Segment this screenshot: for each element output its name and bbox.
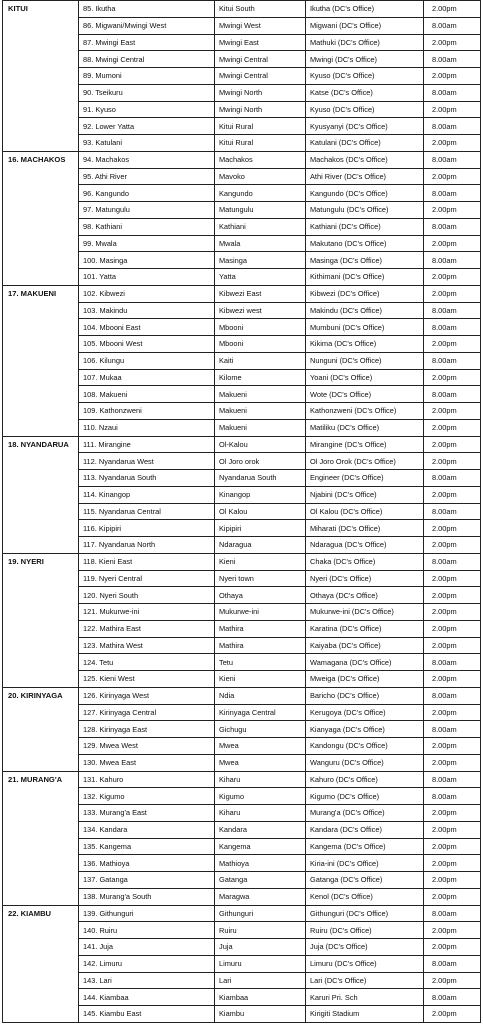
venue-cell: Baricho (DC's Office) [306,687,424,704]
venue-cell: Kigumo (DC's Office) [306,788,424,805]
district-cell: Ol Joro orok [215,453,306,470]
time-cell: 8.00am [424,352,481,369]
time-cell: 8.00am [424,84,481,101]
time-cell: 2.00pm [424,972,481,989]
venue-cell: Wamagana (DC's Office) [306,654,424,671]
district-cell: Maragwa [215,888,306,905]
county-cell: KITUI [3,1,79,152]
district-cell: Kiambu [215,1006,306,1023]
constituency-cell: 129. Mwea West [79,738,215,755]
district-cell: Yatta [215,269,306,286]
district-cell: Kipipiri [215,520,306,537]
district-cell: Ndia [215,687,306,704]
venue-cell: Kenol (DC's Office) [306,888,424,905]
county-cell: 18. NYANDARUA [3,436,79,553]
district-cell: Mwingi Central [215,51,306,68]
constituency-cell: 142. Limuru [79,955,215,972]
venue-cell: Ikutha (DC's Office) [306,1,424,18]
constituency-cell: 133. Murang'a East [79,805,215,822]
time-cell: 8.00am [424,553,481,570]
constituency-cell: 105. Mbooni West [79,336,215,353]
venue-cell: Kathiani (DC's Office) [306,218,424,235]
venue-cell: Mukurwe-ini (DC's Office) [306,604,424,621]
time-cell: 2.00pm [424,1006,481,1023]
venue-cell: Njabini (DC's Office) [306,486,424,503]
district-cell: Kitui Rural [215,135,306,152]
district-cell: Kibwezi East [215,285,306,302]
constituency-cell: 125. Kieni West [79,671,215,688]
district-cell: Kibwezi west [215,302,306,319]
venue-cell: Masinga (DC's Office) [306,252,424,269]
constituency-cell: 112. Nyandarua West [79,453,215,470]
time-cell: 2.00pm [424,202,481,219]
constituency-cell: 132. Kigumo [79,788,215,805]
venue-cell: Lari (DC's Office) [306,972,424,989]
time-cell: 8.00am [424,218,481,235]
table-row [3,905,481,922]
time-cell: 2.00pm [424,805,481,822]
venue-cell: Yoani (DC's Office) [306,369,424,386]
constituency-cell: 103. Makindu [79,302,215,319]
district-cell: Kathiani [215,218,306,235]
time-cell: 8.00am [424,51,481,68]
district-cell: Githunguri [215,905,306,922]
venue-cell: Kyuso (DC's Office) [306,101,424,118]
time-cell: 2.00pm [424,453,481,470]
venue-cell: Makutano (DC's Office) [306,235,424,252]
district-cell: Kitui South [215,1,306,18]
venue-cell: Karuri Pri. Sch [306,989,424,1006]
venue-cell: Mirangine (DC's Office) [306,436,424,453]
venue-cell: Kikima (DC's Office) [306,336,424,353]
district-cell: Tetu [215,654,306,671]
venue-cell: Matiliku (DC's Office) [306,419,424,436]
district-cell: Mwea [215,738,306,755]
time-cell: 2.00pm [424,587,481,604]
constituency-cell: 124. Tetu [79,654,215,671]
constituency-cell: 144. Kiambaa [79,989,215,1006]
time-cell: 2.00pm [424,520,481,537]
district-cell: Mukurwe-ini [215,604,306,621]
county-cell: 20. KIRINYAGA [3,687,79,771]
schedule-body [3,1,481,1023]
district-cell: Makueni [215,403,306,420]
venue-cell: Wote (DC's Office) [306,386,424,403]
district-cell: Kangundo [215,185,306,202]
time-cell: 2.00pm [424,604,481,621]
district-cell: Kilome [215,369,306,386]
venue-cell: Kyusyanyi (DC's Office) [306,118,424,135]
county-cell: 19. NYERI [3,553,79,687]
time-cell: 2.00pm [424,135,481,152]
time-cell: 2.00pm [424,403,481,420]
constituency-cell: 128. Kirinyaga East [79,721,215,738]
time-cell: 2.00pm [424,838,481,855]
constituency-cell: 116. Kipipiri [79,520,215,537]
district-cell: Kirinyaga Central [215,704,306,721]
table-row [3,285,481,302]
district-cell: Ol Kalou [215,503,306,520]
district-cell: Lari [215,972,306,989]
district-cell: Mwea [215,754,306,771]
venue-cell: Karatina (DC's Office) [306,620,424,637]
time-cell: 2.00pm [424,637,481,654]
district-cell: Mavoko [215,168,306,185]
constituency-cell: 127. Kirinyaga Central [79,704,215,721]
constituency-cell: 96. Kangundo [79,185,215,202]
district-cell: Kiharu [215,805,306,822]
district-cell: Mathira [215,620,306,637]
venue-cell: Katse (DC's Office) [306,84,424,101]
schedule-table [2,0,481,1023]
time-cell: 8.00am [424,788,481,805]
district-cell: Gatanga [215,872,306,889]
venue-cell: Juja (DC's Office) [306,939,424,956]
time-cell: 8.00am [424,771,481,788]
time-cell: 8.00am [424,185,481,202]
constituency-cell: 109. Kathonzweni [79,403,215,420]
venue-cell: Murang'a (DC's Office) [306,805,424,822]
county-cell: 16. MACHAKOS [3,151,79,285]
venue-cell: Kiria-ini (DC's Office) [306,855,424,872]
constituency-cell: 91. Kyuso [79,101,215,118]
venue-cell: Kibwezi (DC's Office) [306,285,424,302]
venue-cell: Kyuso (DC's Office) [306,68,424,85]
constituency-cell: 97. Matungulu [79,202,215,219]
time-cell: 8.00am [424,687,481,704]
constituency-cell: 90. Tseikuru [79,84,215,101]
time-cell: 2.00pm [424,570,481,587]
time-cell: 2.00pm [424,269,481,286]
time-cell: 2.00pm [424,101,481,118]
venue-cell: Kangema (DC's Office) [306,838,424,855]
district-cell: Mwingi Central [215,68,306,85]
venue-cell: Ruiru (DC's Office) [306,922,424,939]
constituency-cell: 111. Mirangine [79,436,215,453]
constituency-cell: 131. Kahuro [79,771,215,788]
constituency-cell: 101. Yatta [79,269,215,286]
time-cell: 2.00pm [424,855,481,872]
district-cell: Kigumo [215,788,306,805]
constituency-cell: 122. Mathira East [79,620,215,637]
time-cell: 8.00am [424,654,481,671]
time-cell: 2.00pm [424,68,481,85]
venue-cell: Machakos (DC's Office) [306,151,424,168]
county-cell: 17. MAKUENI [3,285,79,436]
time-cell: 2.00pm [424,738,481,755]
time-cell: 2.00pm [424,620,481,637]
table-row [3,1,481,18]
district-cell: Mathioya [215,855,306,872]
time-cell: 2.00pm [424,285,481,302]
constituency-cell: 134. Kandara [79,821,215,838]
district-cell: Ruiru [215,922,306,939]
venue-cell: Limuru (DC's Office) [306,955,424,972]
table-row [3,436,481,453]
time-cell: 8.00am [424,252,481,269]
district-cell: Mwingi West [215,17,306,34]
time-cell: 2.00pm [424,419,481,436]
time-cell: 8.00am [424,721,481,738]
constituency-cell: 88. Mwingi Central [79,51,215,68]
district-cell: Mbooni [215,319,306,336]
time-cell: 2.00pm [424,336,481,353]
time-cell: 8.00am [424,905,481,922]
district-cell: Limuru [215,955,306,972]
time-cell: 8.00am [424,503,481,520]
constituency-cell: 98. Kathiani [79,218,215,235]
time-cell: 8.00am [424,989,481,1006]
constituency-cell: 113. Nyandarua South [79,470,215,487]
district-cell: Mbooni [215,336,306,353]
district-cell: Ol-Kalou [215,436,306,453]
constituency-cell: 118. Kieni East [79,553,215,570]
constituency-cell: 138. Murang'a South [79,888,215,905]
venue-cell: Mathuki (DC's Office) [306,34,424,51]
district-cell: Mathira [215,637,306,654]
district-cell: Kieni [215,671,306,688]
time-cell: 2.00pm [424,369,481,386]
constituency-cell: 110. Nzaui [79,419,215,436]
time-cell: 2.00pm [424,537,481,554]
time-cell: 2.00pm [424,704,481,721]
venue-cell: Kirigiti Stadium [306,1006,424,1023]
district-cell: Gichugu [215,721,306,738]
time-cell: 2.00pm [424,34,481,51]
venue-cell: Ol Kalou (DC's Office) [306,503,424,520]
district-cell: Kieni [215,553,306,570]
constituency-cell: 117. Nyandarua North [79,537,215,554]
venue-cell: Athi River (DC's Office) [306,168,424,185]
constituency-cell: 115. Nyandarua Central [79,503,215,520]
time-cell: 8.00am [424,319,481,336]
district-cell: Machakos [215,151,306,168]
district-cell: Matungulu [215,202,306,219]
constituency-cell: 108. Makueni [79,386,215,403]
constituency-cell: 104. Mbooni East [79,319,215,336]
time-cell: 2.00pm [424,671,481,688]
venue-cell: Wanguru (DC's Office) [306,754,424,771]
constituency-cell: 135. Kangema [79,838,215,855]
district-cell: Makueni [215,419,306,436]
time-cell: 2.00pm [424,922,481,939]
venue-cell: Mumbuni (DC's Office) [306,319,424,336]
venue-cell: Githunguri (DC's Office) [306,905,424,922]
venue-cell: Ndaragua (DC's Office) [306,537,424,554]
constituency-cell: 85. Ikutha [79,1,215,18]
venue-cell: Ol Joro Orok (DC's Office) [306,453,424,470]
venue-cell: Kangundo (DC's Office) [306,185,424,202]
district-cell: Othaya [215,587,306,604]
venue-cell: Gatanga (DC's Office) [306,872,424,889]
constituency-cell: 107. Mukaa [79,369,215,386]
venue-cell: Othaya (DC's Office) [306,587,424,604]
venue-cell: Engineer (DC's Office) [306,470,424,487]
venue-cell: Kahuro (DC's Office) [306,771,424,788]
time-cell: 2.00pm [424,754,481,771]
time-cell: 8.00am [424,151,481,168]
venue-cell: Kerugoya (DC's Office) [306,704,424,721]
county-cell: 22. KIAMBU [3,905,79,1022]
venue-cell: Kithimani (DC's Office) [306,269,424,286]
constituency-cell: 139. Githunguri [79,905,215,922]
district-cell: Nyeri town [215,570,306,587]
time-cell: 8.00am [424,470,481,487]
district-cell: Masinga [215,252,306,269]
constituency-cell: 121. Mukurwe-ini [79,604,215,621]
time-cell: 8.00am [424,302,481,319]
constituency-cell: 93. Katulani [79,135,215,152]
district-cell: Kiambaa [215,989,306,1006]
district-cell: Kitui Rural [215,118,306,135]
venue-cell: Mwingi (DC's Office) [306,51,424,68]
constituency-cell: 126. Kirinyaga West [79,687,215,704]
district-cell: Mwala [215,235,306,252]
venue-cell: Nunguni (DC's Office) [306,352,424,369]
table-row [3,151,481,168]
constituency-cell: 99. Mwala [79,235,215,252]
venue-cell: Nyeri (DC's Office) [306,570,424,587]
constituency-cell: 92. Lower Yatta [79,118,215,135]
district-cell: Ndaragua [215,537,306,554]
district-cell: Mwingi East [215,34,306,51]
constituency-cell: 87. Mwingi East [79,34,215,51]
venue-cell: Katulani (DC's Office) [306,135,424,152]
venue-cell: Kianyaga (DC's Office) [306,721,424,738]
table-row [3,687,481,704]
constituency-cell: 89. Mumoni [79,68,215,85]
time-cell: 2.00pm [424,1,481,18]
constituency-cell: 145. Kiambu East [79,1006,215,1023]
venue-cell: Matungulu (DC's Office) [306,202,424,219]
constituency-cell: 120. Nyeri South [79,587,215,604]
constituency-cell: 114. Kinangop [79,486,215,503]
constituency-cell: 86. Migwani/Mwingi West [79,17,215,34]
time-cell: 2.00pm [424,168,481,185]
district-cell: Kaiti [215,352,306,369]
constituency-cell: 130. Mwea East [79,754,215,771]
time-cell: 8.00am [424,386,481,403]
constituency-cell: 140. Ruiru [79,922,215,939]
time-cell: 2.00pm [424,235,481,252]
venue-cell: Mweiga (DC's Office) [306,671,424,688]
venue-cell: Makindu (DC's Office) [306,302,424,319]
district-cell: Kandara [215,821,306,838]
county-cell: 21. MURANG'A [3,771,79,905]
constituency-cell: 106. Kilungu [79,352,215,369]
time-cell: 8.00am [424,955,481,972]
district-cell: Kinangop [215,486,306,503]
constituency-cell: 136. Mathioya [79,855,215,872]
constituency-cell: 100. Masinga [79,252,215,269]
time-cell: 8.00am [424,118,481,135]
constituency-cell: 94. Machakos [79,151,215,168]
time-cell: 2.00pm [424,888,481,905]
time-cell: 2.00pm [424,486,481,503]
district-cell: Juja [215,939,306,956]
district-cell: Makueni [215,386,306,403]
time-cell: 2.00pm [424,872,481,889]
district-cell: Mwingi North [215,101,306,118]
time-cell: 8.00am [424,17,481,34]
time-cell: 2.00pm [424,939,481,956]
venue-cell: Kandongu (DC's Office) [306,738,424,755]
time-cell: 2.00pm [424,821,481,838]
venue-cell: Miharati (DC's Office) [306,520,424,537]
time-cell: 2.00pm [424,436,481,453]
constituency-cell: 119. Nyeri Central [79,570,215,587]
constituency-cell: 95. Athi River [79,168,215,185]
constituency-cell: 123. Mathira West [79,637,215,654]
constituency-cell: 141. Juja [79,939,215,956]
constituency-cell: 137. Gatanga [79,872,215,889]
venue-cell: Kandara (DC's Office) [306,821,424,838]
table-row [3,771,481,788]
constituency-cell: 102. Kibwezi [79,285,215,302]
district-cell: Kangema [215,838,306,855]
district-cell: Mwingi North [215,84,306,101]
venue-cell: Kathonzweni (DC's Office) [306,403,424,420]
venue-cell: Chaka (DC's Office) [306,553,424,570]
district-cell: Kiharu [215,771,306,788]
venue-cell: Migwani (DC's Office) [306,17,424,34]
table-row [3,553,481,570]
constituency-cell: 143. Lari [79,972,215,989]
district-cell: Nyandarua South [215,470,306,487]
venue-cell: Kaiyaba (DC's Office) [306,637,424,654]
